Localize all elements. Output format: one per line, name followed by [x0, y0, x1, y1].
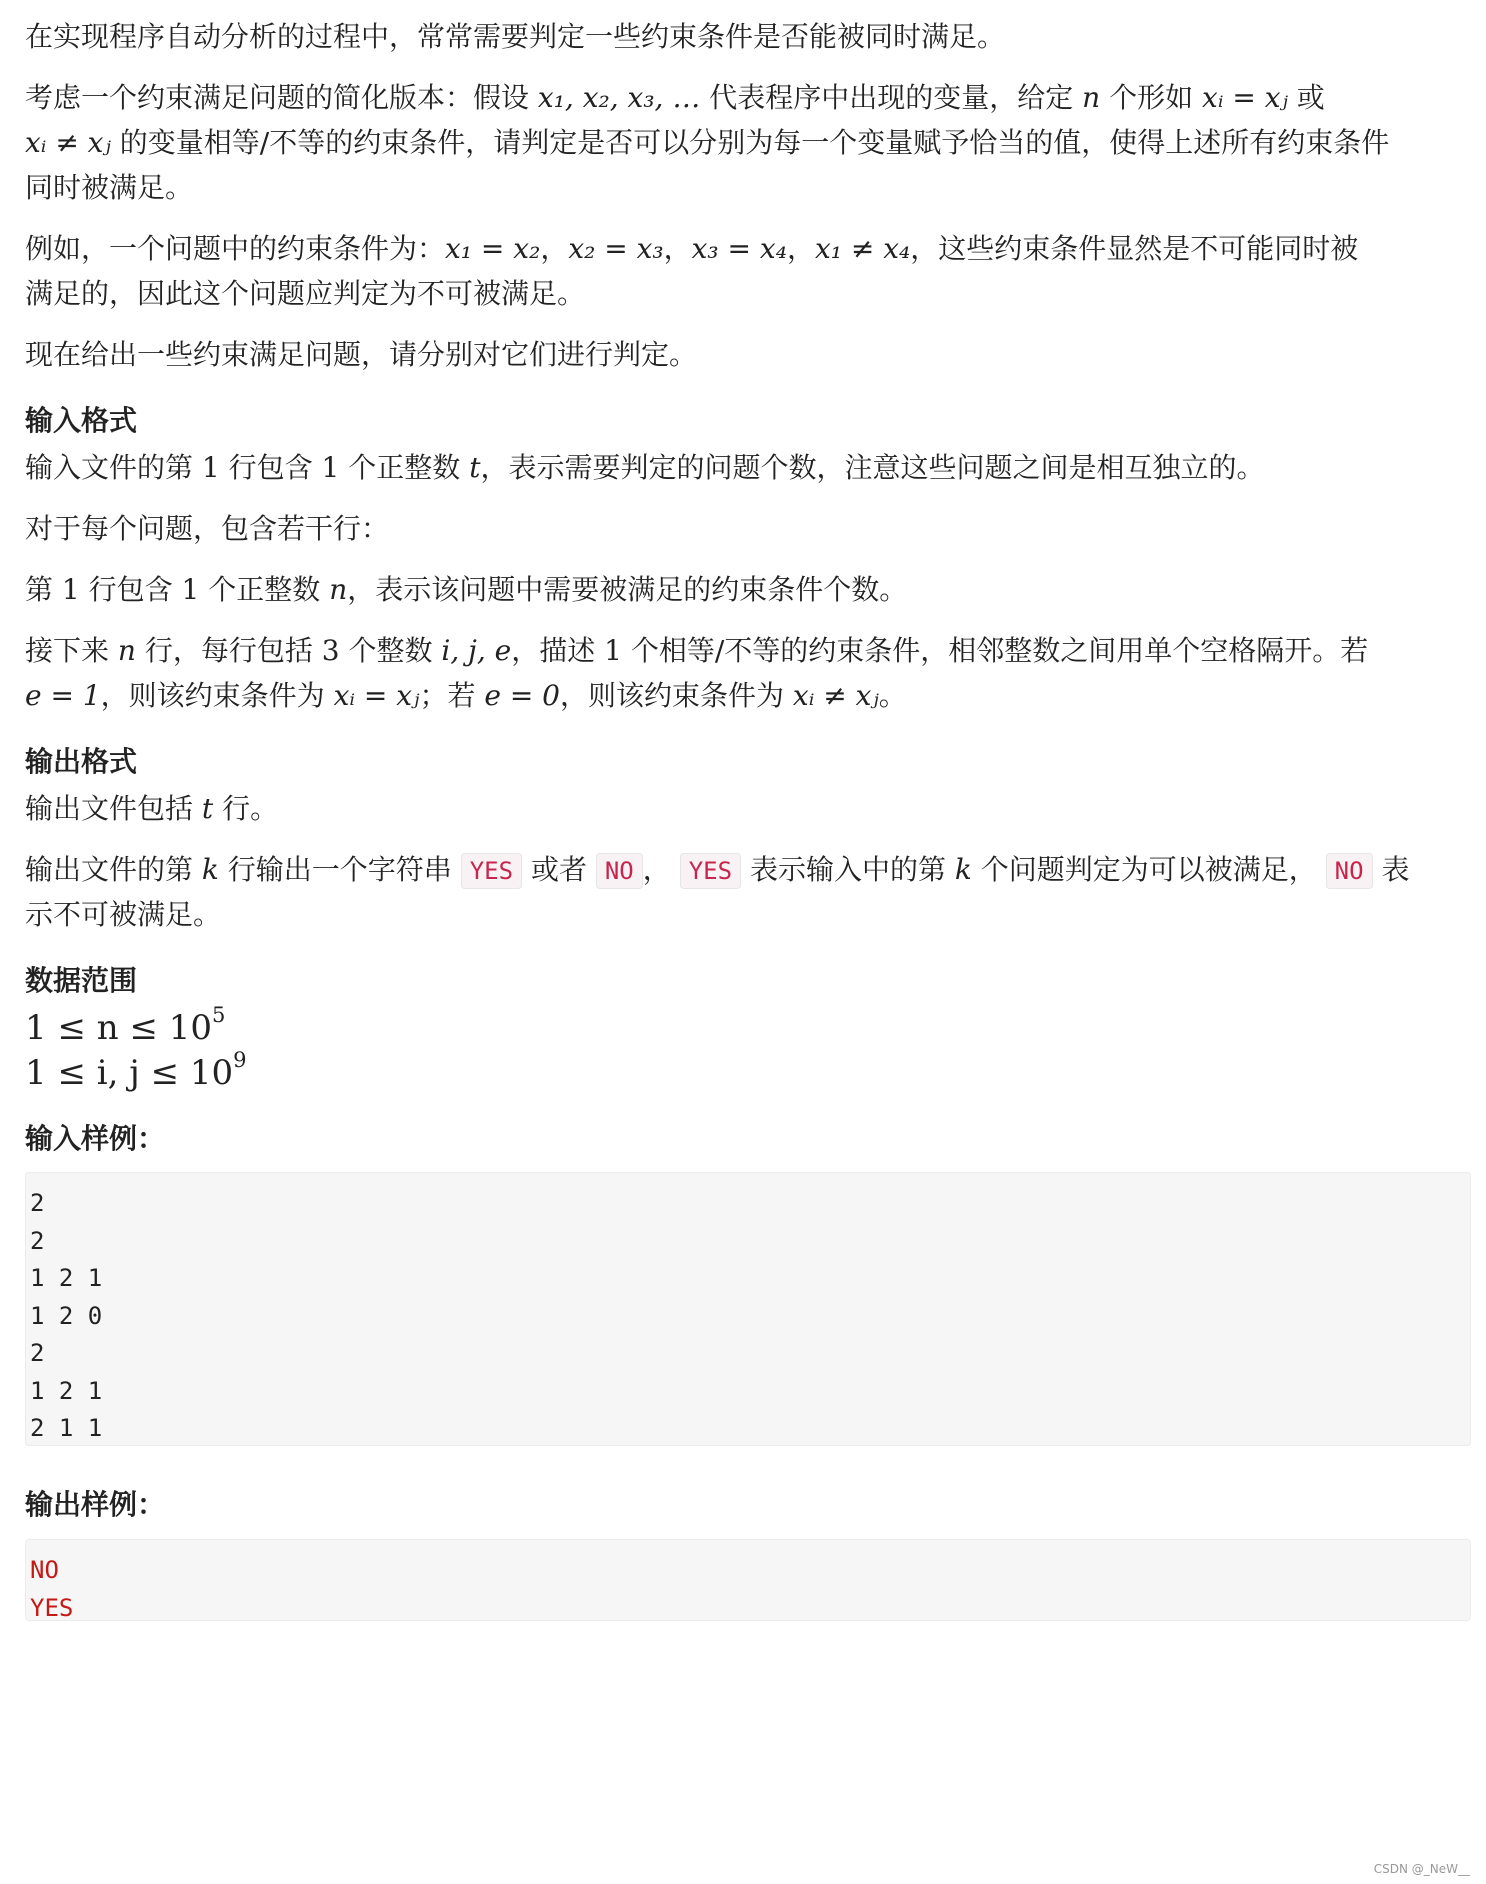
sample-output-block	[25, 1539, 1471, 1621]
input-format-line1: 输入文件的第 1 行包含 1 个正整数 t，表示需要判定的问题个数，注意这些问题之间是相互独立的。	[25, 451, 1265, 484]
input-format-line2: 对于每个问题，包含若干行：	[25, 512, 390, 545]
sample-output-heading: 输出样例：	[25, 1488, 166, 1521]
range-n: $1 \le n \le 10^5$	[25, 1002, 226, 1048]
output-format-line1: 输出文件包括 t 行。	[25, 792, 279, 825]
problem-description-line1: 考虑一个约束满足问题的简化版本：假设 x₁, x₂, x₃, … 代表程序中出现的变量，给定 n 个形如 xᵢ = xⱼ 或	[25, 81, 1325, 114]
problem-description-line2: xᵢ ≠ xⱼ 的变量相等/不等的约束条件，请判定是否可以分别为每一个变量赋予恰当的值，使得上述所有约束条件	[25, 126, 1390, 159]
yes-code: YES	[680, 853, 741, 889]
yes-code: YES	[461, 853, 522, 889]
output-format-heading: 输出格式	[25, 745, 138, 778]
input-format-heading: 输入格式	[25, 404, 138, 437]
sample-input-heading: 输入样例：	[25, 1122, 166, 1155]
code-line: 1 2 1	[30, 1376, 103, 1405]
no-code: NO	[1326, 853, 1373, 889]
input-format-line3: 第 1 行包含 1 个正整数 n，表示该问题中需要被满足的约束条件个数。	[25, 573, 908, 606]
code-line: 1 2 1	[30, 1264, 103, 1292]
code-line: 1 2 0	[30, 1301, 103, 1330]
code-line: YES	[30, 1593, 74, 1622]
input-format-line5: e = 1，则该约束条件为 xᵢ = xⱼ；若 e = 0，则该约束条件为 xᵢ ≠ xⱼ。	[25, 679, 907, 712]
code-line: 2	[30, 1339, 45, 1367]
output-format-line3: 示不可被满足。	[25, 898, 222, 931]
code-line: 2	[30, 1226, 45, 1255]
task-paragraph: 现在给出一些约束满足问题，请分别对它们进行判定。	[25, 338, 698, 371]
intro-paragraph: 在实现程序自动分析的过程中，常常需要判定一些约束条件是否能被同时满足。	[25, 20, 1006, 53]
watermark: CSDN @_NeW__	[1373, 1862, 1470, 1876]
no-code: NO	[596, 853, 643, 889]
input-format-line4: 接下来 n 行，每行包括 3 个整数 i, j, e，描述 1 个相等/不等的约束条件，相邻整数之间用单个空格隔开。若	[25, 634, 1369, 667]
output-format-line2: 输出文件的第 k 行输出一个字符串 YES 或者 NO ， YES 表示输入中的第 k 个问题判定为可以被满足， NO 表	[25, 847, 1471, 894]
data-range-heading: 数据范围	[25, 964, 138, 997]
code-line: 2	[30, 1189, 45, 1217]
sample-input-block	[25, 1172, 1471, 1446]
range-ij: 1 ≤ i, $j \le 10^9$	[25, 1047, 247, 1093]
code-line: 2 1 1	[30, 1414, 103, 1442]
example-line1: 例如，一个问题中的约束条件为：x₁ = x₂，x₂ = x₃，x₃ = x₄，x₁ ≠ x₄，这些约束条件显然是不可能同时被	[25, 232, 1359, 265]
code-line: NO	[30, 1556, 59, 1584]
problem-description-line3: 同时被满足。	[25, 171, 194, 204]
example-line2: 满足的，因此这个问题应判定为不可被满足。	[25, 277, 586, 310]
